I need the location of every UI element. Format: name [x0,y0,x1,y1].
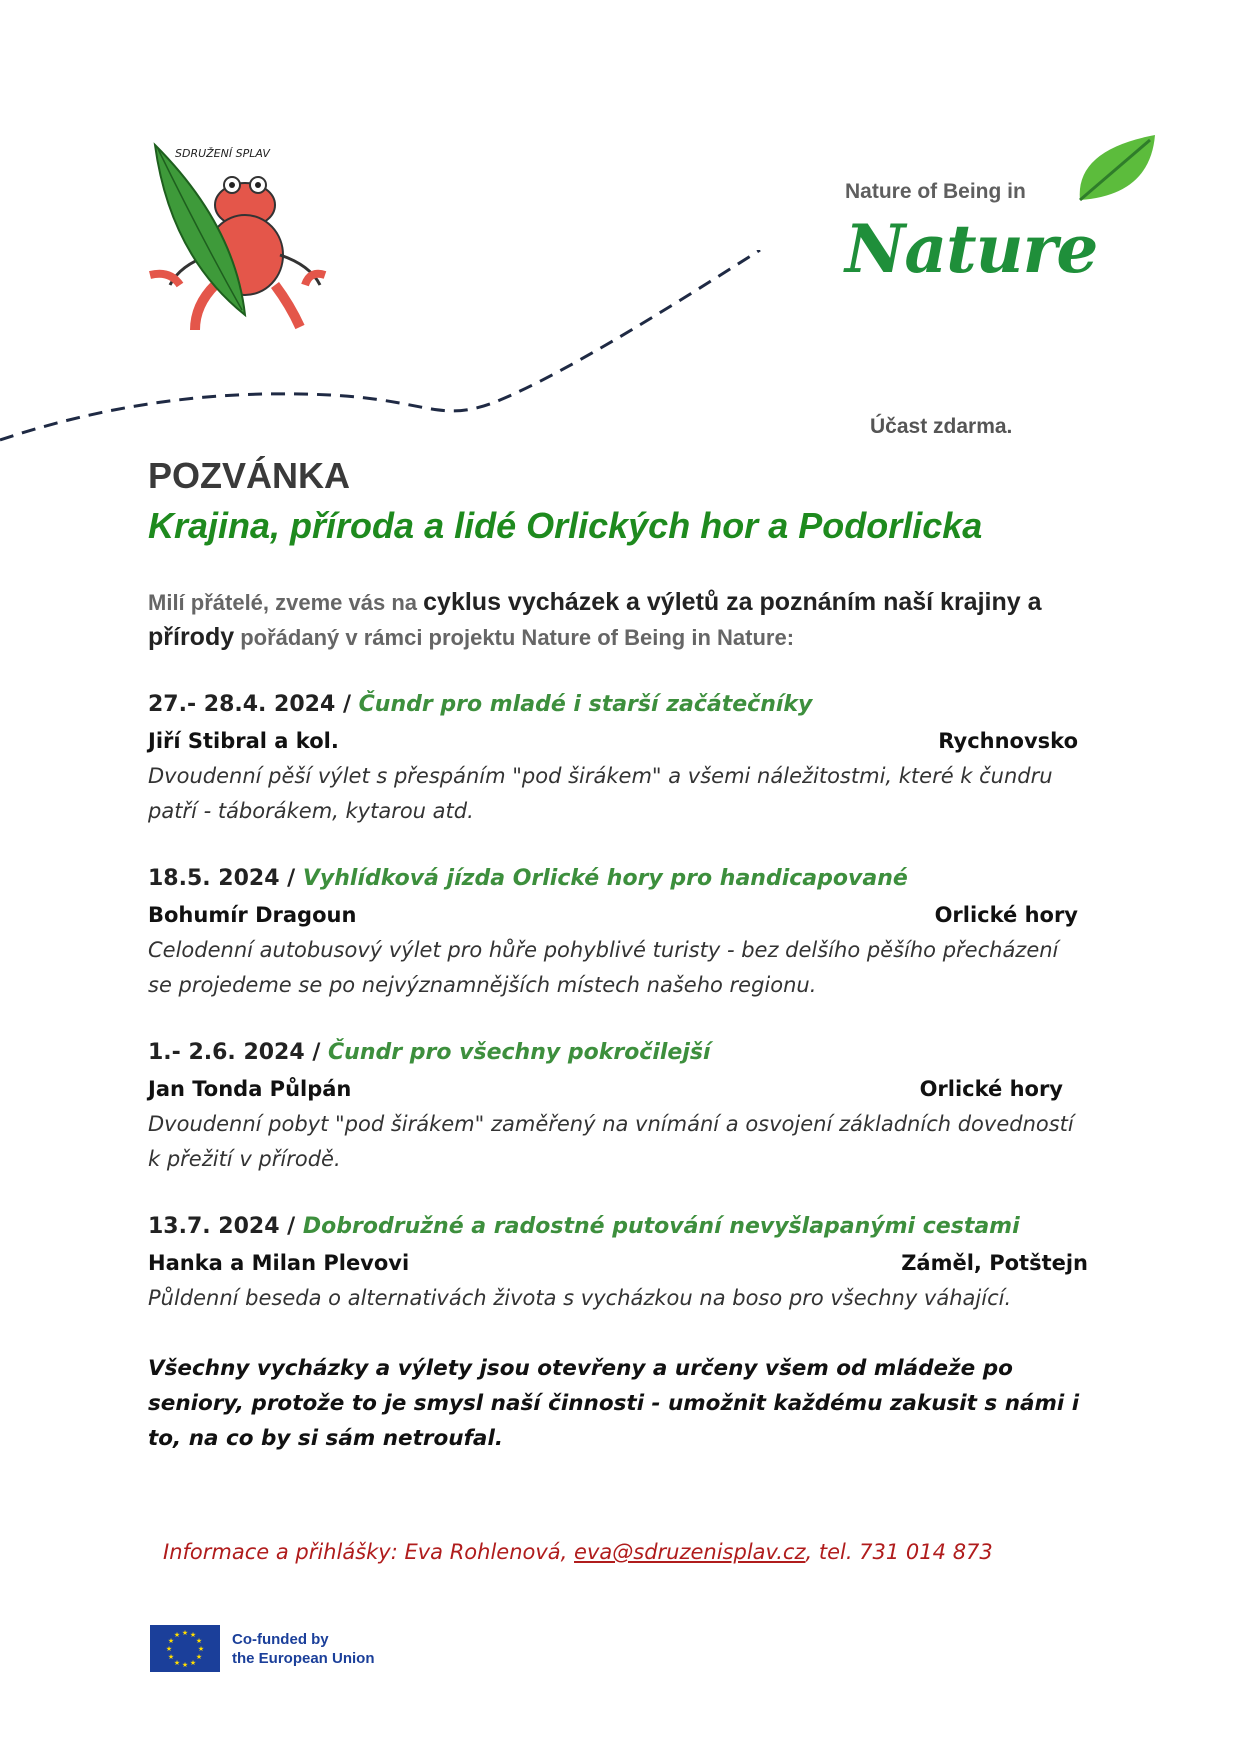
eu-text-line-1: Co-funded by [232,1630,329,1648]
event-item [148,687,1108,829]
event-item [148,1035,1108,1177]
event-date: 13.7. 2024 / [148,1214,303,1239]
svg-text:★: ★ [173,1659,181,1667]
svg-text:★: ★ [189,1659,197,1667]
nature-logo-small-text: Nature of Being in [845,180,1026,203]
intro-highlight: cyklus vycházek a výletů za poznáním naší krajiny a přírody [148,588,1042,651]
event-place: Rychnovsko [938,729,1078,753]
svg-text:★: ★ [195,1653,203,1661]
splav-logo-text: SDRUŽENÍ SPLAV [175,147,270,160]
event-name: Čundr pro mladé i starší začátečníky [358,692,813,717]
svg-text:★: ★ [167,1653,175,1661]
event-name: Dobrodružné a radostné putování nevyšlapanými cestami [302,1214,1020,1239]
free-entry-note: Účast zdarma. [870,415,1013,438]
event-place: Orlické hory [934,903,1078,927]
event-place: Orlické hory [919,1077,1063,1101]
event-date: 27.- 28.4. 2024 / [148,692,359,717]
leaf-icon [1070,130,1160,220]
eu-cofunded-text [232,1630,375,1668]
closing-statement: Všechny vycházky a výlety jsou otevřeny a určeny všem od mládeže po seniory, protože to je smysl naší činnosti - umožnit každému zakusit s námi i to, na co by si sám netroufal. [148,1356,1080,1451]
nature-logo-big-text: Nature [845,210,1098,288]
contact-phone: , tel. 731 014 873 [805,1540,993,1564]
svg-text:★: ★ [181,1661,189,1669]
intro-paragraph [148,585,1078,655]
eu-text-line-2: the European Union [232,1649,375,1667]
nature-logo [845,140,1165,300]
event-leader: Jan Tonda Půlpán [148,1077,352,1101]
svg-text:★: ★ [167,1637,175,1645]
main-content [148,455,1108,1456]
event-leader: Jiří Stibral a kol. [148,729,339,753]
event-date: 18.5. 2024 / [148,866,303,891]
intro-part-3: pořádaný v rámci projektu Nature of Being in Nature [234,625,787,650]
event-name: Čundr pro všechny pokročilejší [328,1040,711,1065]
event-place: Záměl, Potštejn [901,1251,1088,1275]
event-description: Celodenní autobusový výlet pro hůře pohyblivé turisty - bez delšího pěšího přecházení se projedeme se po nejvýznamnějších místech našeho regionu. [148,938,1059,997]
event-description: Dvoudenní pobyt "pod širákem" zaměřený na vnímání a osvojení základních dovedností k přežití v přírodě. [148,1112,1074,1171]
event-item [148,1209,1108,1316]
eu-cofunded-badge [150,1625,375,1672]
svg-text:★: ★ [173,1631,181,1639]
svg-text:★: ★ [165,1645,173,1653]
event-name: Vyhlídková jízda Orlické hory pro handicapované [302,866,908,891]
page-subtitle: Krajina, příroda a lidé Orlických hor a Podorlicka [148,505,983,546]
event-description: Půldenní beseda o alternativách života s vycházkou na boso pro všechny váhající. [148,1286,1012,1310]
event-leader: Bohumír Dragoun [148,903,357,927]
event-date: 1.- 2.6. 2024 / [148,1040,329,1065]
svg-text:★: ★ [181,1629,189,1637]
contact-line [163,1540,993,1564]
svg-text:★: ★ [195,1637,203,1645]
contact-email-link[interactable]: eva@sdruzenisplav.cz [574,1540,806,1564]
event-description: Dvoudenní pěší výlet s přespáním "pod širákem" a všemi náležitostmi, které k čundru patří - táborákem, kytarou atd. [148,764,1053,823]
dashed-path-decoration [0,250,900,460]
svg-text:★: ★ [189,1631,197,1639]
eu-flag-icon [150,1625,220,1672]
event-leader: Hanka a Milan Plevovi [148,1251,410,1275]
contact-prefix: Informace a přihlášky: Eva Rohlenová, [163,1540,575,1564]
intro-part-4: : [786,625,795,650]
event-item [148,861,1108,1003]
page-title: POZVÁNKA [148,455,351,496]
intro-part-1: Milí přátelé, zveme vás na [148,590,424,615]
svg-text:★: ★ [197,1645,205,1653]
